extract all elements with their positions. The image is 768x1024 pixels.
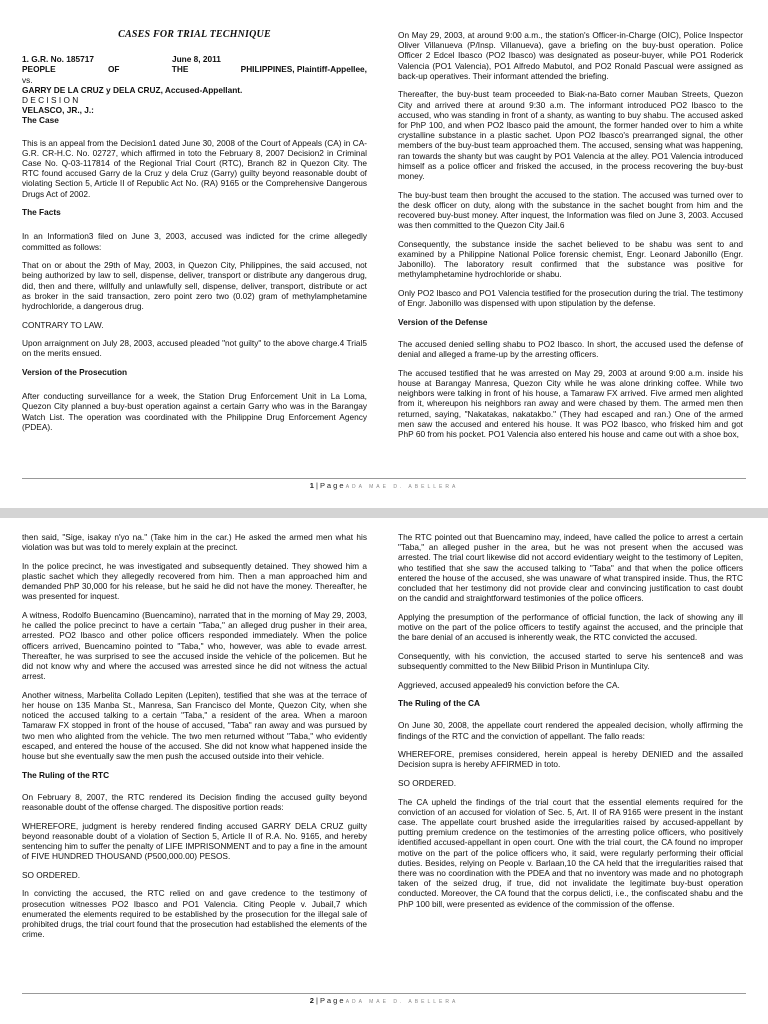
- caption-word: PEOPLE: [22, 64, 56, 75]
- versus: vs.: [22, 74, 33, 85]
- paragraph: A witness, Rodolfo Buencamino (Buencamino), narrated that in the morning of May 29, 2003, he called the police precinct to have a certain "Taba," an alleged drug pusher in their area, arrested. PO2 Ibasco and other police officers responded immediately. When the police officers arrived, Buencamino pointed to "Taba," who, however, was able to evade arrest. Thereafter, he was surprised to see the accused inside the vehicle of the policemen. But he did not know why and where the accused was arrested since he did not witness the actual arrest.: [22, 610, 367, 682]
- paragraph: On February 8, 2007, the RTC rendered its Decision finding the accused guilty beyond reasonable doubt of the offense charged. The dispositive portion reads:: [22, 791, 367, 813]
- decision-label: D E C I S I O N: [22, 95, 79, 106]
- author-name: ADA MAE D. ABELLERA: [345, 484, 459, 490]
- paragraph: SO ORDERED.: [398, 778, 457, 788]
- caption-word: OF: [107, 64, 120, 75]
- accused-caption: GARRY DE LA CRUZ y DELA CRUZ, Accused-Appellant.: [22, 84, 243, 95]
- section-heading: The Facts: [22, 207, 61, 218]
- paragraph: Another witness, Marbelita Collado Lepiten (Lepiten), testified that she was at the terrace of her house on 135 Manba St., Manresa, San Francisco del Monte, Quezon City, when she noticed the accused talking to a certain "Taba," a resident of the area. When a maroon Tamaraw FX stopped in front of the house of accused, "Taba" ran away and was pursued by two men who alighted from the vehicle. The two men returned without "Taba," who evidently escaped, and entered the house of the accused. She did not know what happened inside the house but she eventually saw the men push the accused outside into their vehicle.: [22, 689, 367, 762]
- document-page-2: [0, 518, 768, 1024]
- paragraph: Consequently, with his conviction, the accused started to serve his sentence8 and was subsequently committed to the New Bilibid Prison in Muntinlupa City.: [398, 650, 743, 672]
- page-footer: [0, 996, 768, 1005]
- paragraph: This is an appeal from the Decision1 dated June 30, 2008 of the Court of Appeals (CA) in CA-G.R. CR-H.C. No. 02727, which affirmed in toto the February 8, 2007 Decision2 in Criminal Case No. Q-03-117814 of the Regional Trial Court (RTC), Branch 82 in Quezon City. The RTC found accused Garry de la Cruz y dela Cruz (Garry) guilty beyond reasonable doubt of violating Section 5, Article II of Republic Act No. (RA) 9165 or the Comprehensive Dangerous Drugs Act of 2002.: [22, 137, 367, 199]
- footer-divider: [22, 478, 746, 479]
- caption-word: THE: [171, 64, 189, 75]
- caption-word: PHILIPPINES, Plaintiff-Appellee,: [240, 64, 367, 75]
- paragraph: The buy-bust team then brought the accused to the station. The accused was turned over to the desk officer on duty, along with the substance in the sachet bought from him and the recovered buy-bust money. After inquest, the Information was filed on June 3, 2003. Accused was then committed to the Quezon City Jail.6: [398, 189, 743, 231]
- paragraph: Upon arraignment on July 28, 2003, accused pleaded "not guilty" to the above charge.4 Trial5 on the merits ensued.: [22, 338, 367, 359]
- paragraph: The accused denied selling shabu to PO2 Ibasco. In short, the accused used the defense of denial and alleged a frame-up by the arresting officers.: [398, 339, 743, 360]
- paragraph: In convicting the accused, the RTC relied on and gave credence to the testimony of prosecution witnesses PO2 Ibasco and PO1 Valencia. Citing People v. Jubail,7 which enumerated the elements required to be established by the prosecution for the illegal sale of prohibited drugs, the trial court found that the prosecution had established the elements of the crime.: [22, 888, 367, 940]
- paragraph: SO ORDERED.: [22, 869, 81, 880]
- paragraph: WHEREFORE, premises considered, herein appeal is hereby DENIED and the assailed Decision supra is hereby AFFIRMED in toto.: [398, 749, 743, 770]
- case-date: June 8, 2011: [171, 54, 221, 65]
- paragraph: WHEREFORE, judgment is hereby rendered finding accused GARRY DELA CRUZ guilty beyond reasonable doubt of a violation of Section 5, Article II of R.A. No. 9165, and hereby sentencing him to suffer the penalty of LIFE IMPRISONMENT and to pay a fine in the amount of FIVE HUNDRED THOUSAND (P500,000.00) PESOS.: [22, 820, 367, 862]
- document-page-1: [0, 0, 768, 508]
- author-name: ADA MAE D. ABELLERA: [345, 999, 459, 1005]
- page-number: 1: [309, 481, 314, 490]
- paragraph: After conducting surveillance for a week, the Station Drug Enforcement Unit in La Loma, Quezon City planned a buy-bust operation against a certain Garry who was in the Barangay Watch List. The operation was coordinated with the Philippine Drug Enforcement Agency (PDEA).: [22, 391, 367, 432]
- page2-right-column: [398, 532, 743, 917]
- paragraph: The CA upheld the findings of the trial court that the essential elements required for the conviction of an accused for violation of Sec. 5, Art. II of RA 9165 were present in the instant case. The appellate court brushed aside the irregularities raised by accused-appellant by putting premium credence on the testimonies of the arresting police officers, who positively identified accused-appellant in open court. One with the trial court, the CA found no improper motive on the part of the police officers who, it said, were regularly performing their official duties. Besides, relying on People v. Barlaan,10 the CA held that the irregularities raised that there was no coordination with the PDEA and that no inventory was made and no photograph taken of the seized drug, if true, did not invalidate the legitimate buy-bust operation conducted. Moreover, the CA found that the corpus delicti, i.e., the confiscated shabu and the PhP 100 bill, were presented as evidence of the commission of the offense.: [398, 796, 743, 909]
- paragraph: In an Information3 filed on June 3, 2003, accused was indicted for the crime allegedly committed as follows:: [22, 231, 367, 252]
- paragraph: Thereafter, the buy-bust team proceeded to Biak-na-Bato corner Mauban Streets, Quezon City and arrived there at around 9:30 a.m. The informant introduced PO2 Ibasco to the accused, who was standing in front of a shanty, as wanting to buy shabu. The accused asked for PhP 100, and when PO2 Ibasco paid the amount, the former handed over to him a white crystalline substance in a plastic sachet. Upon PO2 Ibasco's prearranged signal, the other members of the buy-bust team approached them. The accused, sensing what was happening, ran towards the shanty but was caught by PO1 Valencia at the alley. PO1 Valencia introduced himself as a police officer and frisked the accused, in the process recovering the buy-bust money.: [398, 89, 743, 182]
- paragraph: CONTRARY TO LAW.: [22, 319, 104, 330]
- page1-left-column: [22, 30, 367, 440]
- section-heading: Version of the Prosecution: [22, 367, 128, 378]
- paragraph: That on or about the 29th of May, 2003, in Quezon City, Philippines, the said accused, not being authorized by law to sell, dispense, deliver, transport or distribute any dangerous drug, did, then and there, willfully and unlawfully sell, dispense, deliver, transport, distribute or act as broker in the said transaction, zero point zero two (0.02) gram of methylamphetamine hydrochloride, a dangerous drug.: [22, 260, 367, 312]
- case-caption: [22, 64, 367, 74]
- paragraph: Only PO2 Ibasco and PO1 Valencia testified for the prosecution during the trial. The testimony of Engr. Jabonillo was dispensed with upon stipulation by the defense.: [398, 288, 743, 309]
- section-heading: The Ruling of the CA: [398, 698, 481, 709]
- case-number-line: [22, 54, 367, 64]
- page1-right-column: [398, 30, 743, 448]
- footer-divider: [22, 993, 746, 994]
- page-footer: [0, 481, 768, 490]
- page2-left-column: [22, 532, 367, 948]
- paragraph: On June 30, 2008, the appellate court rendered the appealed decision, wholly affirming the findings of the RTC and the conviction of appellant. The fallo reads:: [398, 720, 743, 741]
- paragraph: In the police precinct, he was investigated and subsequently detained. They showed him a plastic sachet which they allegedly recovered from him. Then a man approached him and demanded PhP 30,000 for his release, but he said he did not have the money. Thereafter, he was presented for inquest.: [22, 560, 367, 602]
- page-number: 2: [309, 996, 314, 1005]
- paragraph: Aggrieved, accused appealed9 his conviction before the CA.: [398, 679, 620, 690]
- case-number: 1. G.R. No. 185717: [22, 54, 94, 65]
- page-label: | P a g e: [313, 996, 346, 1005]
- page-label: | P a g e: [313, 481, 346, 490]
- section-heading: The Ruling of the RTC: [22, 769, 110, 780]
- section-heading: Version of the Defense: [398, 316, 488, 327]
- paragraph: Applying the presumption of the performance of official function, the lack of showing any ill motive on the part of the police officers to testify against the accused, and the principle that the bare denial of an accused is inherently weak, the RTC convicted the accused.: [398, 611, 743, 643]
- section-heading: The Case: [22, 115, 59, 126]
- document-title: CASES FOR TRIAL TECHNIQUE: [118, 29, 271, 40]
- paragraph: The RTC pointed out that Buencamino may, indeed, have called the police to arrest a certain "Taba," an alleged pusher in the area, but he was not present when the accused was arrested. The trial court likewise did not accord evidentiary weight to the testimony of Lepiten, who testified that she saw the accused talking to "Taba" and that when the police officers entered the house of the accused, she was unaware of what transpired inside. Thus, the RTC concluded that her testimony did not provide clear and convincing justification to cast doubt on the candid and straightforward testimonies of the police officers.: [398, 532, 743, 604]
- paragraph: Consequently, the substance inside the sachet believed to be shabu was sent to and examined by a Philippine National Police forensic chemist, Engr. Leonard Jabonillo (Engr. Jabonillo). The laboratory result confirmed that the substance was positive for methylamphetamine hydrochloride or shabu.: [398, 238, 743, 280]
- paragraph: The accused testified that he was arrested on May 29, 2003 at around 9:00 a.m. inside his house at Barangay Manresa, Quezon City while he was alone drinking coffee. While two neighbors were talking in front of his house, a Tamaraw FX arrived. Five armed men alighted from it, whereupon his neighbors ran away and were chased by them. The armed men then returned, saying, "Nakatakas, nakatakbo." (They had escaped and ran.) One of the armed men saw the accused and entered his house. It was PO2 Ibasco, who frisked him and got PhP 60 from his pocket. PO1 Valencia also entered his house and came out with a shoe box,: [398, 367, 743, 440]
- ponente: VELASCO, JR., J.:: [22, 105, 94, 116]
- paragraph: then said, "Sige, isakay n'yo na." (Take him in the car.) He asked the armed men what his violation was but was told to merely explain at the precinct.: [22, 532, 367, 553]
- paragraph: On May 29, 2003, at around 9:00 a.m., the station's Officer-in-Charge (OIC), Police Inspector Oliver Villanueva (P/Insp. Villanueva), gave a briefing on the buy-bust operation. Police Officer 2 Edcel Ibasco (PO2 Ibasco) was designated as poseur-buyer, while PO1 Roderick Valencia (PO1 Valencia), PO1 Alfredo Mabutol, and PO2 Ronald Pascual were assigned as back-up operatives. Their informant attended the briefing.: [398, 30, 743, 81]
